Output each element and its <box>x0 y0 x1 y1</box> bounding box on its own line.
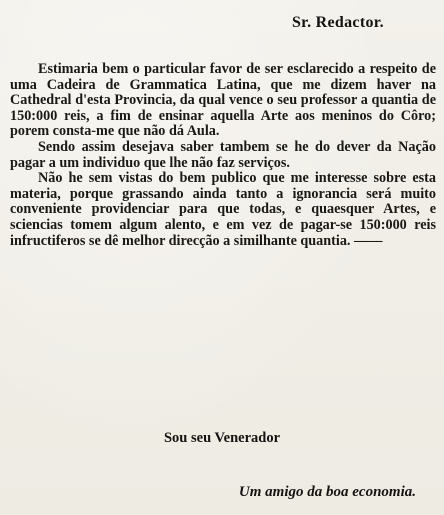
letter-body <box>10 62 436 249</box>
closing-line: Sou seu Venerador <box>163 430 281 446</box>
salutation: Sr. Redactor. <box>291 14 384 31</box>
paragraph-3: Não he sem vistas do bem publico que me interesse sobre esta materia, porque grassando ainda tanto a ignorancia será muito conveniente providenciar para que todas, e quaesquer Artes, e sciencias tomem algum alento, e em vez de pagar-se 150:000 reis infructiferos se dê melhor direcção a similhante quantia. —— <box>10 170 436 249</box>
paragraph-1: Estimaria bem o particular favor de ser esclarecido a respeito de uma Cadeira de Grammatica Latina, que me dizem haver na Cathedral d'esta Provincia, da qual vence o seu professor a quantia de 150:000 reis, a fim de ensinar aquella Arte aos meninos do Côro; porem consta-me que não dá Aula. <box>10 61 436 140</box>
signature: Um amigo da boa economia. <box>238 484 416 500</box>
paragraph-2: Sendo assim desejava saber tambem se he do dever da Nação pagar a um individuo que lhe não faz serviços. <box>10 138 436 171</box>
